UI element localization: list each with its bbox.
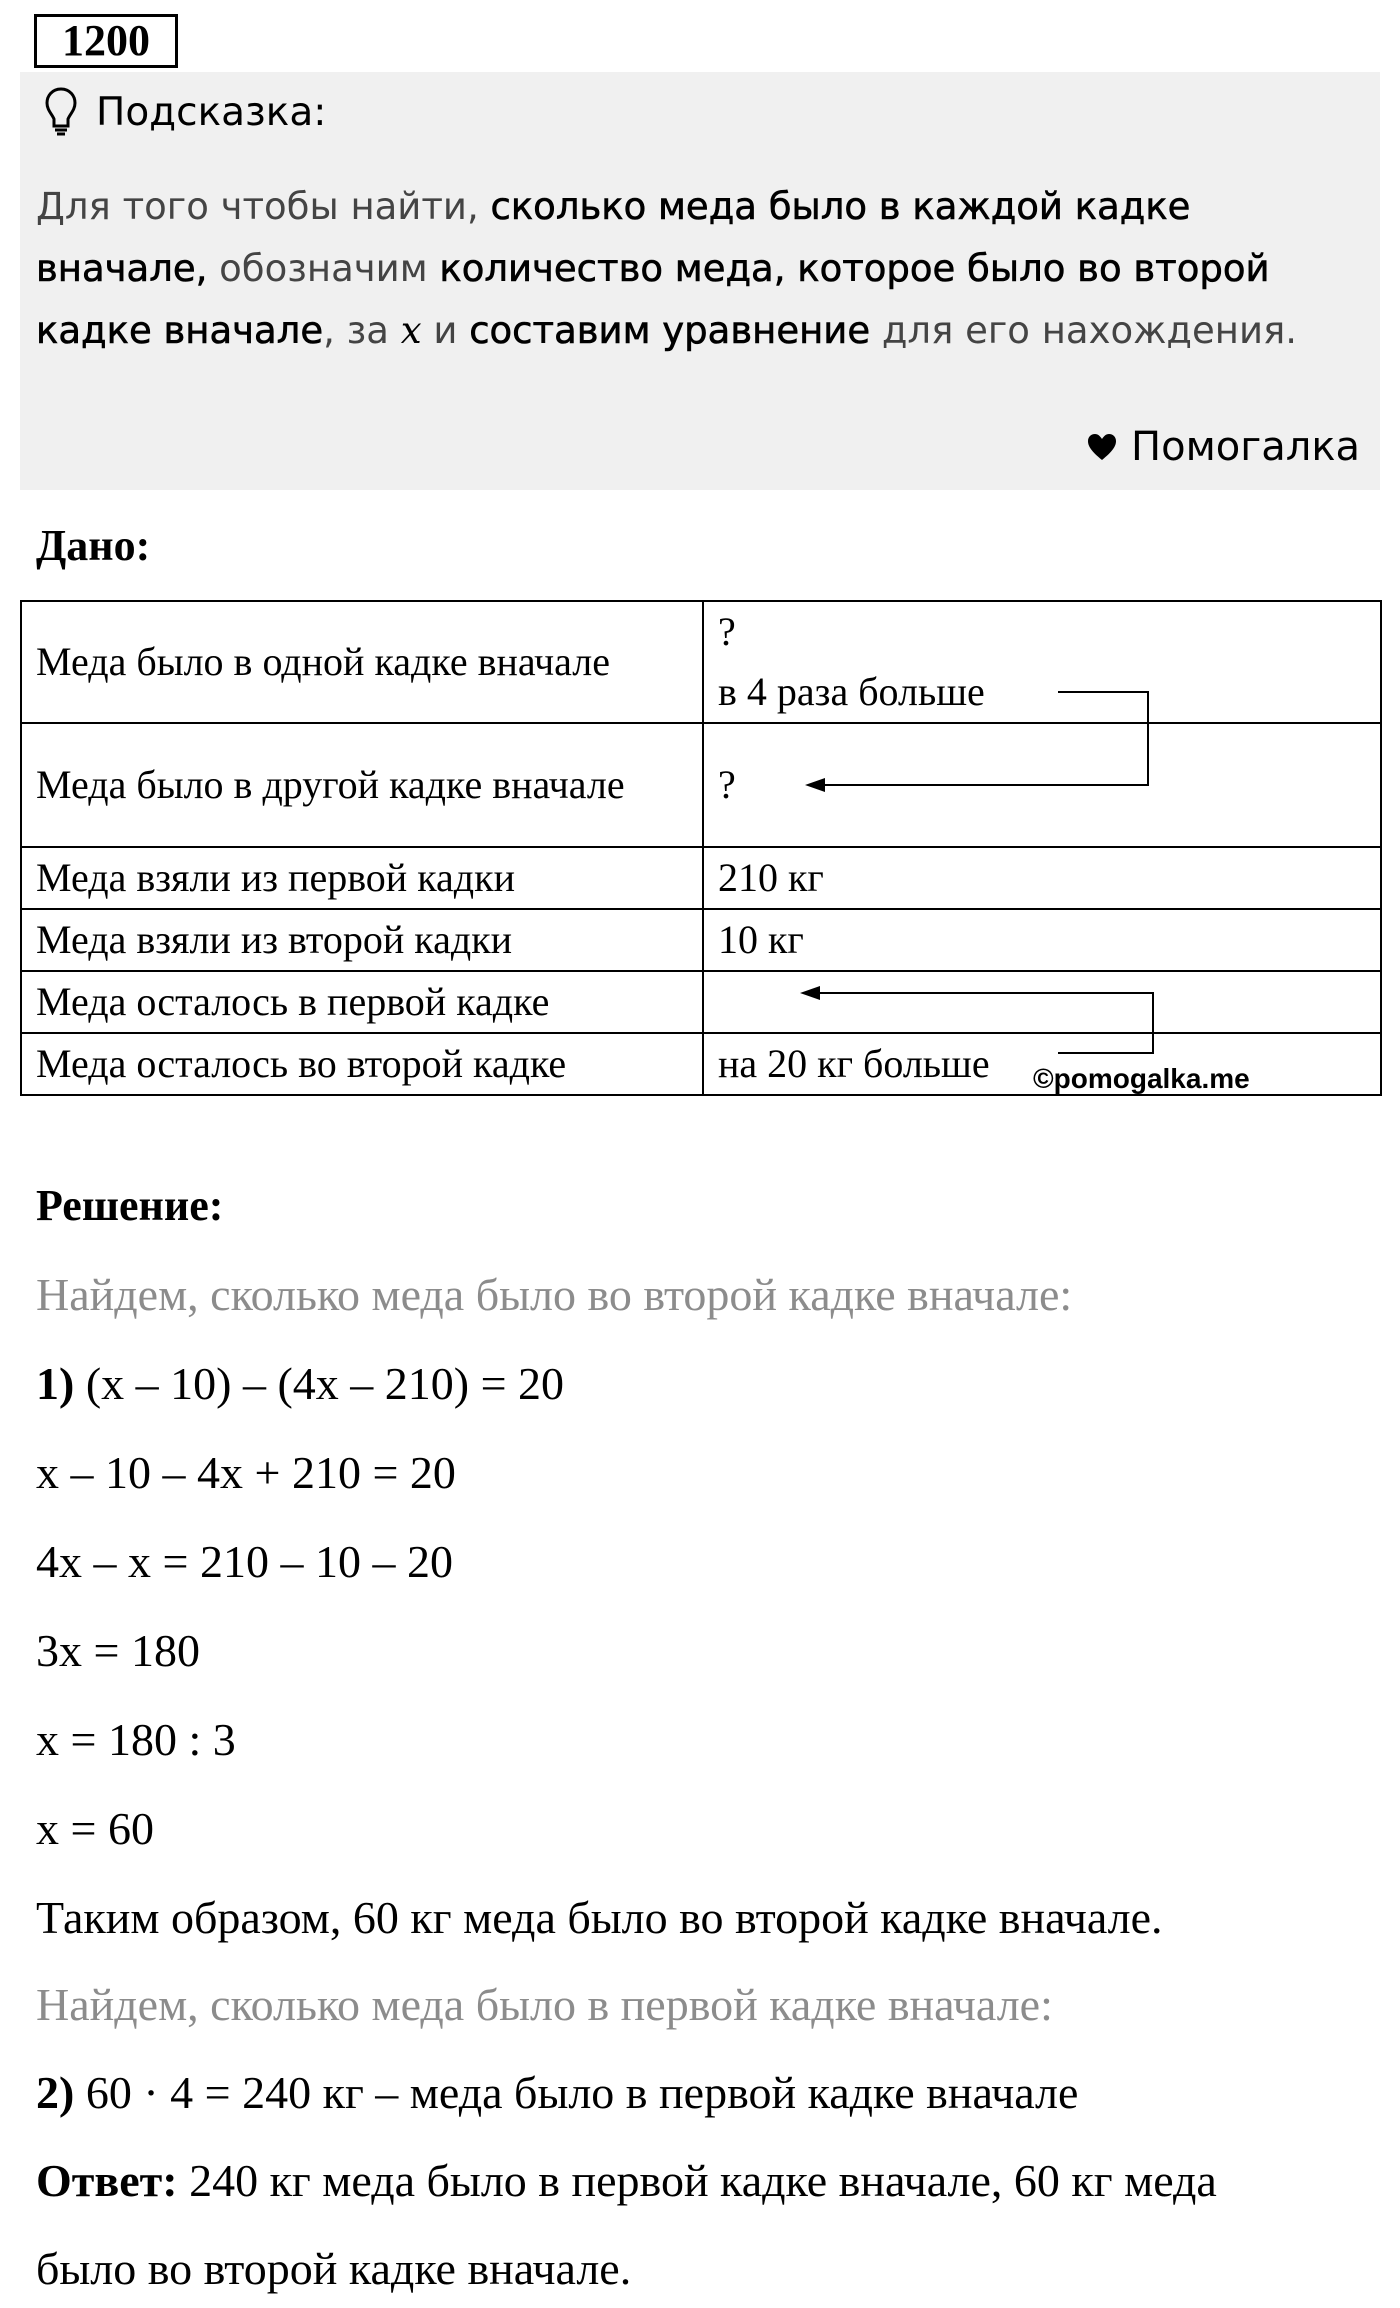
hint-title-text: Подсказка:: [96, 89, 327, 135]
table-cell-value: 10 кг: [703, 909, 1381, 971]
step2-intro: Найдем, сколько меда было в первой кадке вначале:: [36, 1979, 1053, 2030]
equation-5: x = 180 : 3: [36, 1714, 236, 1765]
equation-1: [36, 1357, 564, 1410]
arrowhead-icon: [805, 778, 825, 792]
hint-text-part: Для того чтобы найти,: [36, 185, 491, 228]
table-cell-value: на 20 кг больше: [703, 1033, 1381, 1095]
step-number: 1): [36, 1358, 75, 1409]
table-cell-label: Меда взяли из первой кадки: [21, 847, 703, 909]
equation-2: x – 10 – 4x + 210 = 20: [36, 1447, 456, 1498]
step-number: 2): [36, 2067, 75, 2118]
answer-line-2: было во второй кадке вначале.: [36, 2243, 632, 2294]
step2-text: 60 · 4 = 240 кг – меда было в первой кадке вначале: [74, 2067, 1079, 2118]
equation-text: (x – 10) – (4x – 210) = 20: [74, 1358, 565, 1409]
step2-line: [36, 2066, 1078, 2119]
watermark: ©pomogalka.me: [1033, 1063, 1250, 1094]
solution-heading: Решение:: [36, 1181, 224, 1230]
hint-text-part: , за: [323, 309, 401, 352]
hint-bold-part: составим уравнение: [469, 309, 871, 352]
table-cell-value: ?: [703, 723, 1381, 847]
hint-bold-part: сколько меда было в каждой кадке вначале,: [36, 185, 1191, 290]
row-label: Меда было в другой кадке вначале: [36, 762, 625, 807]
hint-text-part: обозначим: [207, 247, 440, 290]
conclusion-1: Таким образом, 60 кг меда было во второй кадке вначале.: [36, 1892, 1163, 1943]
brand-name: Помогалка: [1131, 424, 1360, 470]
table-cell-label: Меда осталось в первой кадке: [21, 971, 703, 1033]
hint-variable: x: [400, 309, 422, 352]
equation-6: x = 60: [36, 1803, 154, 1854]
row-value-line1: ?: [718, 609, 736, 654]
table-cell-value: 210 кг: [703, 847, 1381, 909]
table-cell-label: Меда взяли из второй кадки: [21, 909, 703, 971]
table-cell-label: Меда осталось во второй кадке: [21, 1033, 703, 1095]
arrow-twenty-more: [810, 993, 1153, 1053]
arrowhead-icon: [800, 986, 820, 1000]
row-value-line2: в 4 раза больше: [718, 669, 985, 714]
step1-intro: Найдем, сколько меда было во второй кадке вначале:: [36, 1269, 1073, 1320]
row-label: Меда было в одной кадке вначале: [36, 639, 610, 684]
equation-3: 4x – x = 210 – 10 – 20: [36, 1536, 453, 1587]
hint-text-part: для его нахождения.: [870, 309, 1298, 352]
hint-text-part: и: [421, 309, 470, 352]
given-heading: Дано:: [36, 521, 151, 570]
arrow-times-four: [815, 692, 1148, 785]
hint-bold-part: количество меда, которое было во второй кадке вначале: [36, 247, 1270, 352]
answer-line-1: [36, 2154, 1217, 2207]
answer-label: Ответ:: [36, 2155, 178, 2206]
answer-text: 240 кг меда было в первой кадке вначале, 60 кг меда: [177, 2155, 1217, 2206]
equation-4: 3x = 180: [36, 1625, 200, 1676]
task-number: 1200: [34, 14, 178, 68]
